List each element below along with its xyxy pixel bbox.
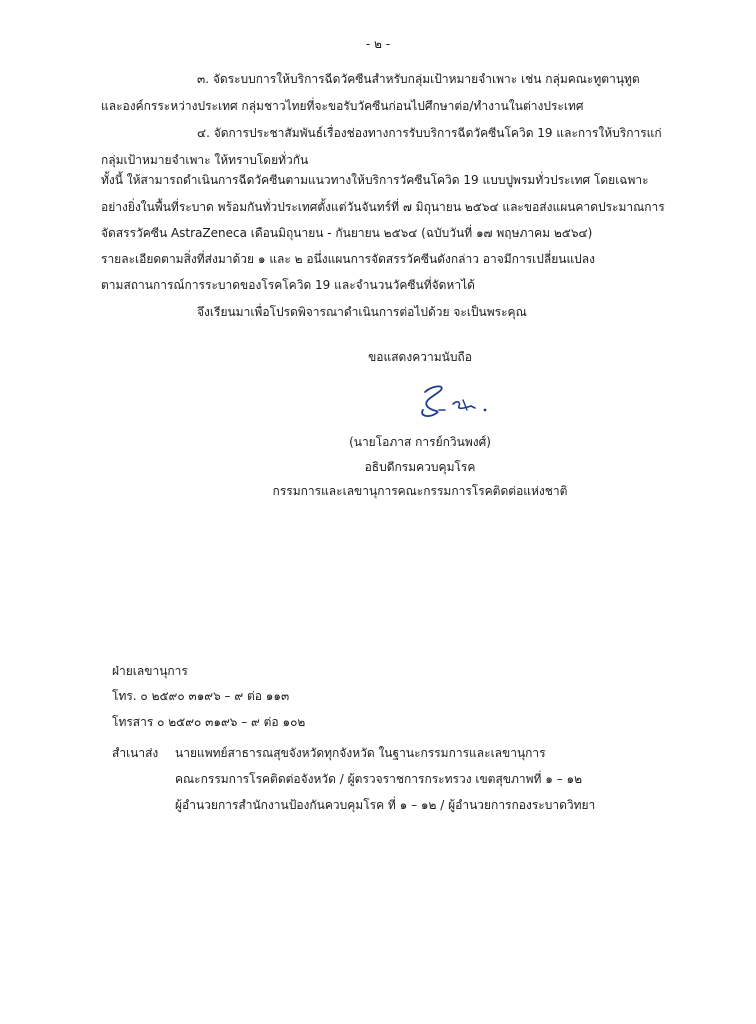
contact-phone: โทร. ๐ ๒๕๙๐ ๓๑๙๖ – ๙ ต่อ ๑๑๓ [112,689,290,703]
copy-to-line1: นายแพทย์สาธารณสุขจังหวัดทุกจังหวัด ในฐานะกรรมการและเลขานุการ [175,746,546,760]
paragraph-line4: รายละเอียดตามสิ่งที่ส่งมาด้วย ๑ และ ๒ อนึ่งแผนการจัดสรรวัคซีนดังกล่าว อาจมีการเปลี่ยนแปลง [101,252,596,266]
copy-to-line2: คณะกรรมการโรคติดต่อจังหวัด / ผู้ตรวจราชการกระทรวง เขตสุขภาพที่ ๑ – ๑๒ [175,772,583,786]
signatory-name: (นายโอภาส การย์กวินพงศ์) [349,435,491,449]
paragraph-line5: ตามสถานการณ์การระบาดของโรคโควิด 19 และจำนวนวัคซีนที่จัดหาได้ [101,278,475,292]
signatory-title-1: อธิบดีกรมควบคุมโรค [364,460,476,474]
item3-line2: และองค์กรระหว่างประเทศ กลุ่มชาวไทยที่จะขอรับวัคซีนก่อนไปศึกษาต่อ/ทำงานในต่างประเทศ [101,99,584,113]
item4-line2: กลุ่มเป้าหมายจำเพาะ ให้ทราบโดยทั่วกัน [101,153,309,167]
item3-line1: ๓. จัดระบบการให้บริการฉีดวัคซีนสำหรับกลุ่มเป้าหมายจำเพาะ เช่น กลุ่มคณะทูตานุทูต [197,72,640,86]
contact-fax: โทรสาร ๐ ๒๕๙๐ ๓๑๙๖ – ๙ ต่อ ๑๐๒ [112,715,306,729]
closing-line: จึงเรียนมาเพื่อโปรดพิจารณาดำเนินการต่อไปด้วย จะเป็นพระคุณ [197,305,527,319]
page-number: - ๒ - [365,37,391,51]
paragraph-line2: อย่างยิ่งในพื้นที่ระบาด พร้อมกันทั่วประเทศตั้งแต่วันจันทร์ที่ ๗ มิถุนายน ๒๕๖๔ และขอส่งแผนคาดประมาณการ [101,200,665,214]
salutation: ขอแสดงความนับถือ [368,350,472,364]
contact-department: ฝ่ายเลขานุการ [112,664,188,678]
paragraph-line3: จัดสรรวัคซีน AstraZeneca เดือนมิถุนายน - กันยายน ๒๕๖๔ (ฉบับวันที่ ๑๗ พฤษภาคม ๒๕๖๔) [101,226,593,240]
handwritten-signature [405,380,505,424]
item4-line1: ๔. จัดการประชาสัมพันธ์เรื่องช่องทางการรับบริการฉีดวัคซีนโควิด 19 และการให้บริการแก่ [197,126,662,140]
copy-to-line3: ผู้อำนวยการสำนักงานป้องกันควบคุมโรค ที่ ๑ – ๑๒ / ผู้อำนวยการกองระบาดวิทยา [175,798,596,812]
paragraph-line1: ทั้งนี้ ให้สามารถดำเนินการฉีดวัคซีนตามแนวทางให้บริการวัคซีนโควิด 19 แบบปูพรมทั่วประเทศ โดยเฉพาะ [101,173,649,187]
copy-to-label: สำเนาส่ง [112,746,159,760]
signatory-title-2: กรรมการและเลขานุการคณะกรรมการโรคติดต่อแห่งชาติ [272,484,568,498]
